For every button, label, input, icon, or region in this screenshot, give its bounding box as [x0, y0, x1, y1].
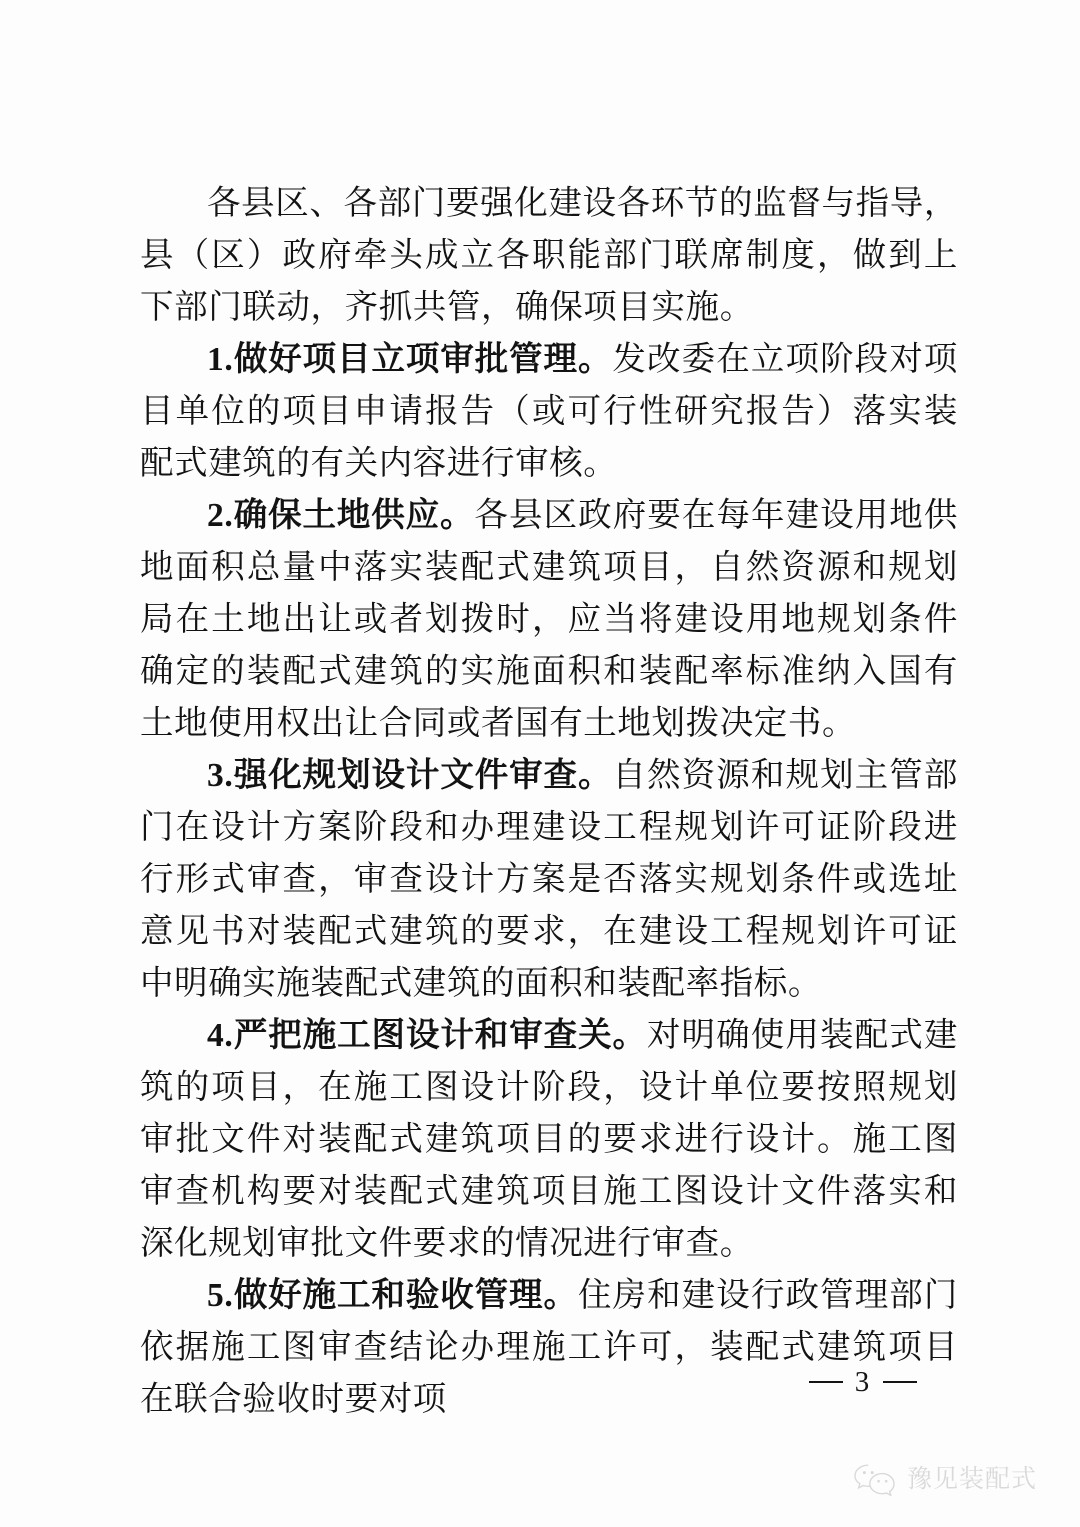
document-body	[140, 178, 958, 1426]
item-lead: 做好项目立项审批管理。	[233, 341, 613, 378]
item-lead: 严把施工图设计和审查关。	[233, 1017, 647, 1054]
item-number: 1.	[207, 341, 234, 378]
paragraph-text: 发改委在立项阶段对项目单位的项目申请报告（或可行性研究报告）落实装配式建筑的有关内容进行审核。	[140, 341, 959, 482]
item-lead: 强化规划设计文件审查。	[233, 757, 613, 794]
paragraph-item-5	[140, 1270, 958, 1426]
wechat-icon	[852, 1462, 898, 1496]
page-number-dash-right	[883, 1381, 917, 1383]
item-lead: 做好施工和验收管理。	[233, 1277, 578, 1314]
watermark-label: 豫见装配式	[907, 1465, 1038, 1493]
item-number: 4.	[207, 1017, 234, 1054]
paragraph-intro	[140, 178, 958, 334]
page-number-value: 3	[854, 1366, 872, 1399]
paragraph-item-2	[140, 490, 958, 750]
page-number	[0, 1360, 1080, 1402]
page-number-dash-left	[809, 1381, 843, 1383]
item-number: 3.	[207, 757, 234, 794]
paragraph-text: 各县区、各部门要强化建设各环节的监督与指导，县（区）政府牵头成立各职能部门联席制度，做到上下部门联动，齐抓共管，确保项目实施。	[140, 185, 958, 326]
watermark	[852, 1462, 1037, 1496]
paragraph-text: 各县区政府要在每年建设用地供地面积总量中落实装配式建筑项目，自然资源和规划局在土地出让或者划拨时，应当将建设用地规划条件确定的装配式建筑的实施面积和装配率标准纳入国有土地使用权出让合同或者国有土地划拨决定书。	[140, 497, 958, 742]
paragraph-text: 对明确使用装配式建筑的项目，在施工图设计阶段，设计单位要按照规划审批文件对装配式建筑项目的要求进行设计。施工图审查机构要对装配式建筑项目施工图设计文件落实和深化规划审批文件要求的情况进行审查。	[140, 1017, 958, 1262]
paragraph-item-3	[140, 750, 958, 1010]
item-lead: 确保土地供应。	[233, 497, 475, 534]
paragraph-item-1	[140, 334, 958, 490]
paragraph-item-4	[140, 1010, 958, 1270]
paragraph-text: 自然资源和规划主管部门在设计方案阶段和办理建设工程规划许可证阶段进行形式审查，审查设计方案是否落实规划条件或选址意见书对装配式建筑的要求，在建设工程规划许可证中明确实施装配式建筑的面积和装配率指标。	[140, 757, 959, 1002]
paragraph-text: 住房和建设行政管理部门依据施工图审查结论办理施工许可，装配式建筑项目在联合验收时要对项	[140, 1277, 959, 1418]
item-number: 2.	[207, 497, 234, 534]
item-number: 5.	[207, 1277, 234, 1314]
